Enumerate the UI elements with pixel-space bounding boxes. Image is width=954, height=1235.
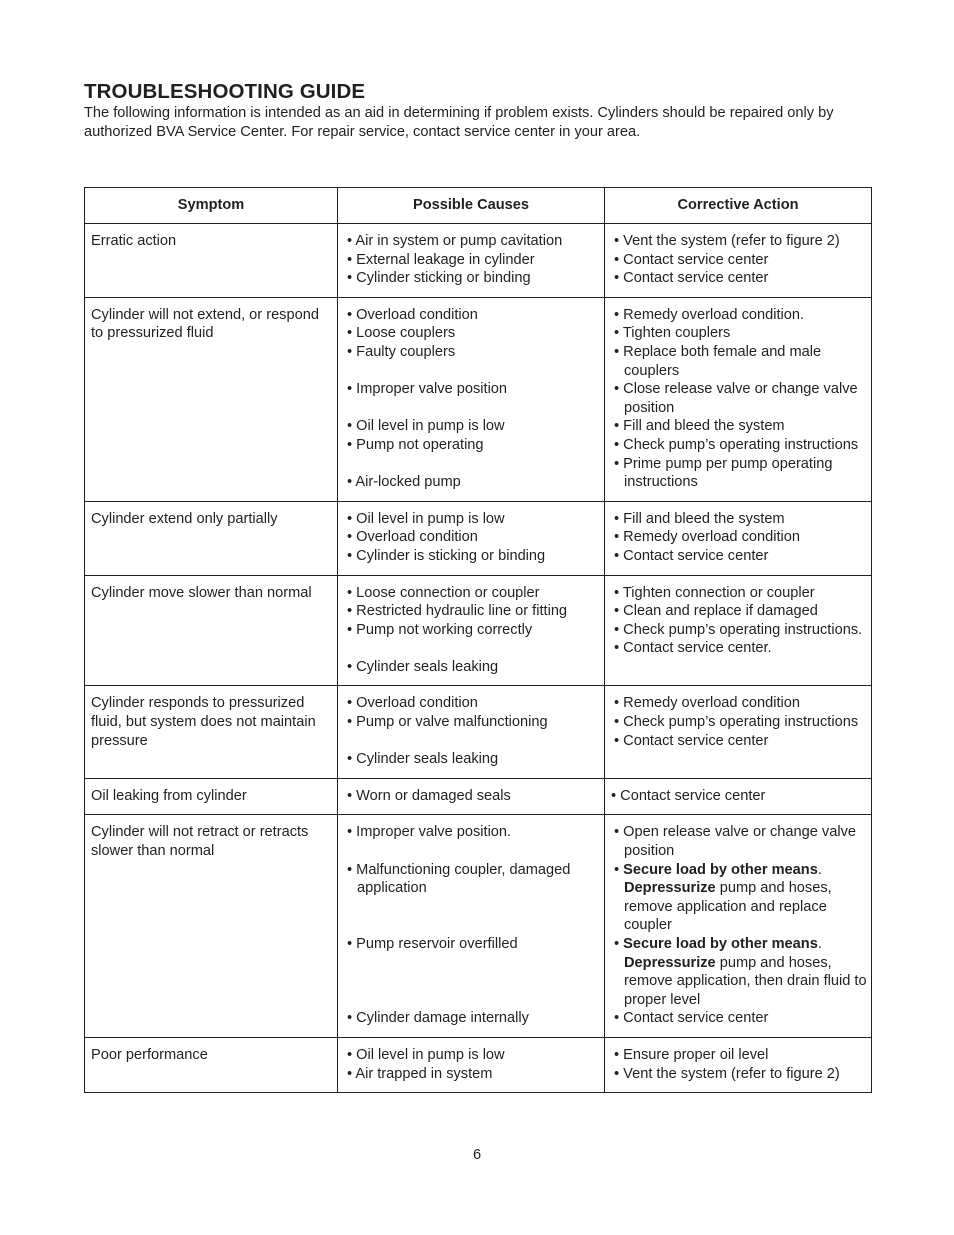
cause-item: • Air in system or pump cavitation xyxy=(347,233,563,249)
action-item: • Vent the system (refer to figure 2) xyxy=(614,233,840,249)
action-item: • Prime pump per pump operating instructions xyxy=(614,455,833,491)
table-row xyxy=(85,575,872,686)
symptom-cell: Erratic action xyxy=(85,224,338,298)
symptom-cell: Cylinder will not extend, or respond to pressurized fluid xyxy=(85,297,338,501)
action-item: • Replace both female and male couplers xyxy=(614,343,822,379)
action-item: • Remedy overload condition xyxy=(614,529,801,546)
action-item: • Contact service center xyxy=(614,547,769,564)
bullet-text: • xyxy=(614,861,624,878)
cause-item: • External leakage in cylinder xyxy=(347,251,535,268)
action-item: • Tighten couplers xyxy=(614,325,731,342)
action-text: pump and hoses, remove application and replace coupler xyxy=(624,880,832,934)
cause-item: • Pump reservoir overfilled xyxy=(347,936,518,952)
table-header-row xyxy=(85,188,872,224)
cause-item: • Oil level in pump is low xyxy=(347,510,505,527)
warning-depressurize: Depressurize xyxy=(624,880,716,897)
cause-item: • Restricted hydraulic line or fitting xyxy=(347,603,568,620)
action-item: • Contact service center xyxy=(611,787,766,804)
page-number: 6 xyxy=(472,1147,482,1163)
symptom-cell: Cylinder extend only partially xyxy=(85,501,338,575)
symptom-cell: Poor performance xyxy=(85,1037,338,1092)
actions-cell xyxy=(605,297,872,501)
symptom-cell: Cylinder will not retract or retracts slower than normal xyxy=(85,815,338,1038)
cause-item: • Cylinder seals leaking xyxy=(347,751,499,768)
action-item: • Ensure proper oil level xyxy=(614,1046,769,1063)
action-item: • Contact service center xyxy=(614,732,769,749)
header-possible-causes: Possible Causes xyxy=(338,188,605,224)
cause-item: • Air trapped in system xyxy=(347,1065,493,1082)
table-row xyxy=(85,501,872,575)
actions-cell xyxy=(605,686,872,778)
action-item: • Fill and bleed the system xyxy=(614,418,785,435)
warning-depressurize: Depressurize xyxy=(624,954,716,971)
actions-cell xyxy=(605,778,872,815)
cause-item: • Oil level in pump is low xyxy=(347,418,505,435)
action-item xyxy=(614,861,867,935)
causes-cell xyxy=(338,575,605,686)
actions-cell xyxy=(605,224,872,298)
cause-item: • Worn or damaged seals xyxy=(347,787,511,804)
cause-item: • Cylinder is sticking or binding xyxy=(347,547,546,564)
cause-item: • Improper valve position xyxy=(347,381,508,398)
cause-item: • Faulty couplers xyxy=(347,343,456,360)
cause-item: • Cylinder damage internally xyxy=(347,1010,529,1027)
warning-secure-load: Secure load by other means xyxy=(623,861,818,878)
intro-paragraph: The following information is intended as an aid in determining if problem exists. Cylinders should be repaired only by authorized BVA Service Center. For repair service, contact service center in your area. xyxy=(84,105,834,140)
symptom-cell: Cylinder move slower than normal xyxy=(85,575,338,686)
table-row xyxy=(85,224,872,298)
action-item: • Clean and replace if damaged xyxy=(614,603,818,620)
bullet-text: • xyxy=(614,936,624,952)
causes-cell xyxy=(338,778,605,815)
actions-cell xyxy=(605,815,872,1038)
action-item: • Contact service center xyxy=(614,270,769,287)
action-item: • Check pump’s operating instructions xyxy=(614,436,859,453)
action-item: • Fill and bleed the system xyxy=(614,510,785,527)
actions-cell xyxy=(605,1037,872,1092)
causes-cell xyxy=(338,501,605,575)
symptom-cell: Oil leaking from cylinder xyxy=(85,778,338,815)
page-title: TROUBLESHOOTING GUIDE xyxy=(84,80,366,103)
cause-item: • Loose connection or coupler xyxy=(347,584,540,601)
action-text: . xyxy=(817,861,822,878)
action-item: • Contact service center xyxy=(614,251,769,268)
actions-cell xyxy=(605,501,872,575)
cause-item: • Overload condition xyxy=(347,306,478,323)
warning-secure-load: Secure load by other means xyxy=(623,936,818,952)
cause-item: • Pump not working correctly xyxy=(347,621,533,638)
action-item: • Check pump’s operating instructions. xyxy=(614,621,863,638)
cause-item: • Air-locked pump xyxy=(347,474,461,491)
table-row xyxy=(85,297,872,501)
action-item: • Tighten connection or coupler xyxy=(614,584,815,601)
action-item: • Remedy overload condition xyxy=(614,695,801,712)
table-row xyxy=(85,778,872,815)
cause-item: • Malfunctioning coupler, damaged application xyxy=(347,861,571,897)
action-item: • Contact service center xyxy=(614,1010,769,1027)
table-row xyxy=(85,686,872,778)
symptom-cell: Cylinder responds to pressurized fluid, but system does not maintain pressure xyxy=(85,686,338,778)
cause-item: • Cylinder seals leaking xyxy=(347,658,499,675)
troubleshooting-table xyxy=(84,187,872,1093)
cause-item: • Pump or valve malfunctioning xyxy=(347,714,548,731)
cause-item: • Overload condition xyxy=(347,529,478,546)
action-item: • Contact service center. xyxy=(614,640,772,657)
causes-cell xyxy=(338,297,605,501)
action-item: • Open release valve or change valve position xyxy=(614,824,856,860)
cause-item: • Cylinder sticking or binding xyxy=(347,270,531,287)
cause-item: • Oil level in pump is low xyxy=(347,1046,505,1063)
header-corrective-action: Corrective Action xyxy=(605,188,872,224)
causes-cell xyxy=(338,686,605,778)
action-text: pump and hoses, remove application, then drain fluid to proper level xyxy=(624,954,867,1008)
action-item: • Remedy overload condition. xyxy=(614,306,805,323)
table-row xyxy=(85,1037,872,1092)
table-row xyxy=(85,815,872,1038)
causes-cell xyxy=(338,224,605,298)
action-item xyxy=(614,935,867,1009)
cause-item: • Loose couplers xyxy=(347,325,456,342)
cause-item: • Pump not operating xyxy=(347,436,484,453)
causes-cell xyxy=(338,815,605,1038)
cause-item: • Overload condition xyxy=(347,695,478,712)
action-item: • Vent the system (refer to figure 2) xyxy=(614,1065,840,1082)
action-text: . xyxy=(817,936,822,952)
cause-item: • Improper valve position. xyxy=(347,824,512,841)
actions-cell xyxy=(605,575,872,686)
header-symptom: Symptom xyxy=(85,188,338,224)
action-item: • Close release valve or change valve position xyxy=(614,381,858,416)
action-item: • Check pump’s operating instructions xyxy=(614,714,859,731)
causes-cell xyxy=(338,1037,605,1092)
